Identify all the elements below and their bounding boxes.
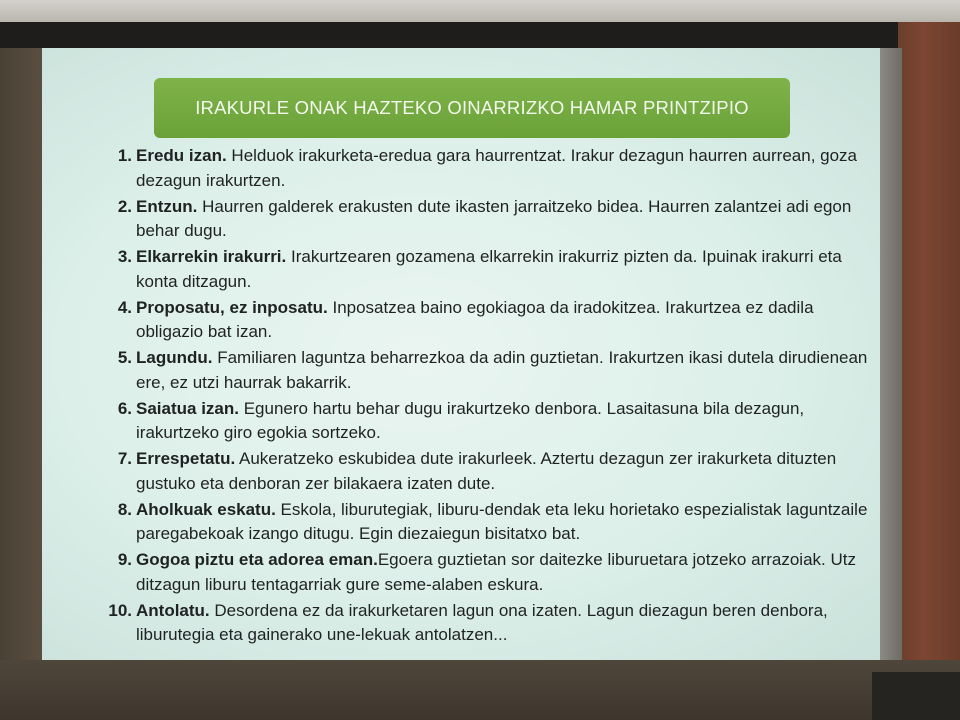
item-heading: Eredu izan. <box>136 146 227 165</box>
item-heading: Antolatu. <box>136 600 210 620</box>
ceiling <box>0 0 960 22</box>
item-heading: Gogoa piztu eta adorea eman. <box>136 550 378 569</box>
item-heading: Lagundu. <box>136 348 213 367</box>
item-number: 3. <box>117 247 132 266</box>
projection-screen-top-bar <box>0 22 960 48</box>
item-text: Familiaren laguntza beharrezkoa da adin guztietan. Irakurtzen ikasi dutela dirudienean ere, ez utzi haurrak bakarrik. <box>136 348 868 392</box>
brick-wall-right <box>898 22 960 720</box>
item-text: Aukeratzeko eskubidea dute irakurleek. Aztertu dezagun zer irakurketa dituzten gustuko eta denboran zer bilakaera izaten dute. <box>136 449 837 493</box>
corner-object <box>872 672 960 720</box>
wall-left <box>0 48 42 720</box>
item-text: Irakurtzearen gozamena elkarrekin irakurriz pizten da. Ipuinak irakurri eta konta ditzagun. <box>136 247 842 291</box>
item-heading: Saiatua izan. <box>136 398 239 418</box>
item-heading: Errespetatu. <box>136 449 236 468</box>
item-text: Inposatzea baino egokiagoa da iradokitzea. Irakurtzea ez dadila obligazio bat izan. <box>136 297 814 341</box>
screen-frame-right <box>880 48 902 678</box>
list-item <box>98 346 868 395</box>
list-item <box>98 599 868 648</box>
item-text: Desordena ez da irakurketaren lagun ona izaten. Lagun diezagun beren denbora, liburutegia eta gainerako une-lekuak antolatzen... <box>136 600 828 644</box>
projected-slide <box>42 48 880 660</box>
slide-title: IRAKURLE ONAK HAZTEKO OINARRIZKO HAMAR PRINTZIPIO <box>154 78 790 138</box>
item-number: 1. <box>117 146 132 165</box>
lower-shadow <box>0 660 960 720</box>
item-text: Eskola, liburutegiak, liburu-dendak eta leku horietako espezialistak laguntzaile paregabekoak izango ditugu. Egin diezaiegun bisitatxo bat. <box>136 499 868 543</box>
list-item <box>98 397 868 446</box>
list-item <box>98 195 868 244</box>
list-item <box>98 296 868 345</box>
item-heading: Elkarrekin irakurri. <box>136 247 287 266</box>
item-text: Egunero hartu behar dugu irakurtzeko denbora. Lasaitasuna bila dezagun, irakurtzeko giro egokia sortzeko. <box>136 398 805 442</box>
item-number: 8. <box>117 499 132 519</box>
item-heading: Proposatu, ez inposatu. <box>136 297 328 317</box>
item-text: Helduok irakurketa-eredua gara haurrentzat. Irakur dezagun haurren aurrean, goza dezagun irakurtzen. <box>136 146 858 190</box>
list-item <box>98 548 868 597</box>
item-heading: Aholkuak eskatu. <box>136 499 276 519</box>
item-number: 9. <box>117 550 132 569</box>
list-item <box>98 144 868 193</box>
item-number: 4. <box>117 297 132 317</box>
list-item <box>98 245 868 294</box>
list-item <box>98 498 868 547</box>
item-number: 2. <box>117 196 132 216</box>
principles-list <box>98 144 868 649</box>
item-number: 7. <box>117 449 132 468</box>
item-text: Egoera guztietan sor daitezke liburuetara jotzeko arrazoiak. Utz ditzagun liburu tentagarriak gure seme-alaben eskura. <box>136 550 856 594</box>
item-heading: Entzun. <box>136 196 198 216</box>
item-number: 5. <box>117 348 132 367</box>
item-number: 10. <box>108 600 132 620</box>
item-number: 6. <box>117 398 132 418</box>
item-text: Haurren galderek erakusten dute ikasten jarraitzeko bidea. Haurren zalantzei adi egon behar dugu. <box>136 196 852 240</box>
list-item <box>98 447 868 496</box>
